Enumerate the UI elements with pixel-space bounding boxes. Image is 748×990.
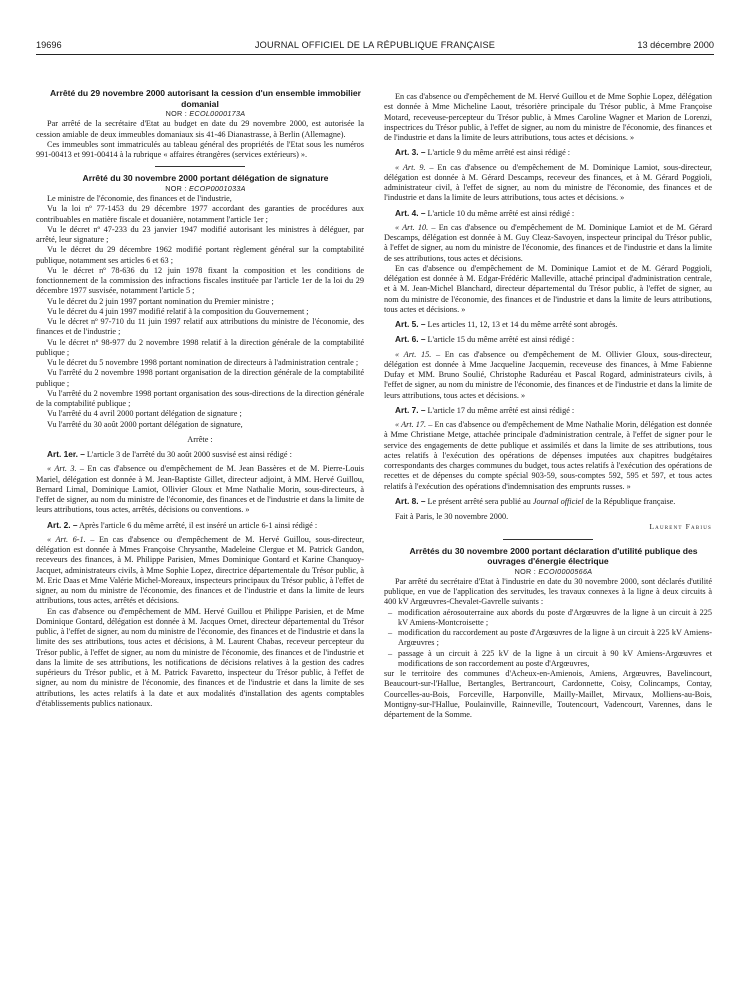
list-item: – passage à un circuit à 225 kV de la ligne à un circuit à 90 kV Amiens-Argœuvres et modifications de son raccordement au poste d'Argœuvres, bbox=[398, 649, 712, 670]
decree-energy bbox=[384, 546, 712, 721]
works-list bbox=[384, 608, 712, 670]
page-number: 19696 bbox=[36, 40, 62, 50]
paragraph: Par arrêté de la secrétaire d'Etat au budget en date du 29 novembre 2000, est autorisée la cession amiable de deux immeubles domaniaux sis 41-46 Dianastrasse, à Berlin (Allemagne). bbox=[36, 119, 364, 139]
paragraph: Ces immeubles sont immatriculés au tableau général des propriétés de l'Etat sous les numéros 991-00413 et 991-00414 à la rubrique « affaires étrangères (services extérieurs) ». bbox=[36, 139, 364, 159]
list-item: – modification du raccordement au poste d'Argœuvres de la ligne à un circuit à 225 kV Amiens-Argœuvres ; bbox=[398, 628, 712, 649]
quote-label: « Art. 17. – bbox=[395, 420, 433, 429]
visa: Vu l'arrêté du 4 avril 2000 portant délégation de signature ; bbox=[47, 409, 242, 419]
quote-label: « Art. 6-1. – bbox=[47, 534, 95, 544]
article-label: Art. 5. – bbox=[395, 319, 426, 329]
paragraph: En cas d'absence ou d'empêchement de M. Dominique Lamiot et de M. Gérard Poggioli, délégation est donnée à M. Edgar-Frédéric Malleville, attaché principal d'administration centrale, et à M. Jean-Michel Blanchard, directeur départemental du Trésor public, à l'effet de signer, au nom du ministre de l'économie, des finances et de l'industrie et dans la limite de leurs attributions, tous actes et décisions. » bbox=[384, 263, 712, 314]
article-quote: « Art. 6-1. – En cas d'absence ou d'empêchement de M. Hervé Guillou, sous-directeur, délégation est donnée à Mmes Françoise Chrysanthe, Madeleine Clergue et M. Patrick Gandon, receveurs des finances, à M. Philippe Parisien, Mmes Dominique Gontard et Karine Chanquoy-Jacquet, administrateurs civils, à Mme Sophie Lopez, directrice départementale du Trésor public, à M. Eric Daas et Mme Valérie Michel-Moreaux, inspecteurs principaux du Trésor public, à l'effet de signer, au nom du ministre de l'économie, des finances et de l'industrie et dans la limite de leurs attributions, tous actes, arrêtés et décisions. bbox=[36, 534, 365, 606]
article: Art. 5. – Les articles 11, 12, 13 et 14 du même arrêté sont abrogés. bbox=[395, 319, 618, 329]
paragraph: En cas d'absence ou d'empêchement de MM. Hervé Guillou et Philippe Parisien, et de Mme Dominique Gontard, délégation est donnée à M. Jacques Ornet, directeur départemental du Trésor public, à l'effet de signer, au nom du ministre de l'économie, des finances et de l'industrie et dans la limite des ses attributions, tous actes et décisions, à M. Laurent Chabas, receveur percepteur du Trésor public, à l'effet de signer, au nom du ministre de l'économie, des finances et de l'industrie et dans la limite de ses attributions, les notifications de décisions relatives à la gestion des cadres supérieurs du Trésor public, et à M. Patrick Favaretto, inspecteur du Trésor public, à l'effet de signer, au nom du ministre de l'économie, des finances et de l'industrie et dans la limite de ses attributions, les actes relatifs à la date et aux modalités d'installation des agents comptables d'établissements publics nationaux. bbox=[36, 606, 364, 708]
quote-label: « Art. 3. – bbox=[47, 464, 85, 474]
section-separator bbox=[155, 166, 245, 167]
visa: Vu la loi nº 77-1453 du 29 décembre 1977 accordant des garanties de procédures aux contribuables en matière fiscale et douanière, notamment l'article 1er ; bbox=[36, 204, 364, 224]
list-item: – modification aérosouterraine aux abords du poste d'Argœuvres de la ligne à un circuit à 225 kV Amiens-Montcroisette ; bbox=[398, 608, 712, 629]
visa: Vu le décret nº 47-233 du 23 janvier 1947 modifié autorisant les ministres à déléguer, par arrêté, leur signature ; bbox=[36, 224, 364, 244]
issue-date: 13 décembre 2000 bbox=[637, 40, 714, 50]
visa: Vu l'arrêté du 2 novembre 1998 portant organisation des sous-directions de la direction générale de la comptabilité publique ; bbox=[36, 388, 364, 408]
article-label: Art. 3. – bbox=[395, 147, 426, 158]
article-label: Art. 1er. – bbox=[47, 449, 85, 459]
article-label: Art. 8. – bbox=[395, 495, 426, 506]
signature: Laurent Fabius bbox=[649, 522, 712, 532]
running-header bbox=[36, 40, 714, 55]
nor-line: NOR : ECOI0000566A bbox=[514, 566, 593, 576]
article-label: Art. 7. – bbox=[395, 404, 426, 415]
arrete-heading: Arrête : bbox=[187, 434, 213, 444]
quote-label: « Art. 15. – bbox=[395, 349, 441, 359]
article-quote: « Art. 15. – En cas d'absence ou d'empêchement de M. Ollivier Gloux, sous-directeur, délégation est donnée à Mme Jacqueline Jacquemin, receveuse des finances, à Mme Fabienne Dufay et MM. Bruno Soulié, Christophe Raduréau et Pascal Rogard, administrateurs civils, à l'effet de signer, au nom du ministre de l'économie, des finances et de l'industrie et dans la limite de leurs attributions, tous actes et décisions. » bbox=[384, 349, 712, 400]
article: Art. 4. – L'article 10 du même arrêté est ainsi rédigé : bbox=[395, 207, 575, 218]
paragraph: En cas d'absence ou d'empêchement de M. Hervé Guillou et de Mme Sophie Lopez, délégation est donnée à Mme Micheline Laout, trésorière principale du Trésor public, à Mme Françoise Motard, receveuse-percepteur du Trésor public, à Mmes Caroline Wagner et Marion de Lorenzi, inspectrices du Trésor public, à l'effet de signer, au nom du ministre de l'économie, des finances et de l'industrie et dans la limite de leurs attributions, tous actes et décisions. » bbox=[384, 92, 712, 142]
article: Art. 3. – L'article 9 du même arrêté est ainsi rédigé : bbox=[395, 147, 571, 158]
visa: Vu le décret nº 78-636 du 12 juin 1978 fixant la composition et les conditions de fonctionnement de la commission des infractions fiscales instituée par l'article 1er de la loi du 29 décembre 1977 susvisée, notamment l'article 5 ; bbox=[36, 265, 364, 296]
article-label: Art. 2. – bbox=[47, 519, 78, 530]
left-column bbox=[36, 88, 364, 709]
article: Art. 8. – Le présent arrêté sera publié au Journal officiel de la République française. bbox=[395, 495, 676, 506]
quote-label: « Art. 9. – bbox=[395, 162, 434, 172]
paragraph: sur le territoire des communes d'Acheux-en-Amienois, Amiens, Argœuvres, Bavelincourt, Beaucourt-sur-l'Hallue, Bertangles, Bertrancourt, Cardonnette, Coisy, Colincamps, Contay, Courcelles-au-Bois, Forceville, Harponville, Mailly-Maillet, Mirvaux, Molliens-au-Bois, Montigny-sur-l'Hallue, Poulainville, Rainneville, Toutencourt, Vadencourt, Varennes, dans le département de la Somme. bbox=[384, 669, 712, 719]
visa: Vu le décret du 2 juin 1997 portant nomination du Premier ministre ; bbox=[47, 296, 274, 306]
decree-cession bbox=[36, 88, 364, 160]
done-at: Fait à Paris, le 30 novembre 2000. bbox=[395, 512, 509, 521]
visa: Vu le décret du 5 novembre 1998 portant nomination de directeurs à l'administration centrale ; bbox=[47, 358, 359, 367]
decree-delegation bbox=[36, 173, 364, 709]
decree-title: Arrêtés du 30 novembre 2000 portant déclaration d'utilité publique des ouvrages d'énergie électrique bbox=[409, 545, 698, 566]
visa: Vu le décret nº 97-710 du 11 juin 1997 relatif aux attributions du ministre de l'économie, des finances et de l'industrie ; bbox=[36, 317, 364, 337]
paragraph: Par arrêté du secrétaire d'Etat à l'industrie en date du 30 novembre 2000, sont déclarés d'utilité publique, en vue de l'application des servitudes, les travaux connexes à la ligne à deux circuits à 400 kV Argœuvres-Chevalet-Gavrelle suivants : bbox=[384, 576, 712, 607]
article: Art. 6. – L'article 15 du même arrêté est ainsi rédigé : bbox=[395, 334, 575, 345]
article-label: Art. 4. – bbox=[395, 207, 426, 218]
journal-title: JOURNAL OFFICIEL DE LA RÉPUBLIQUE FRANÇAISE bbox=[254, 40, 496, 50]
article-quote: « Art. 17. – En cas d'absence ou d'empêchement de Mme Nathalie Morin, délégation est donnée à Mme Christiane Metge, attachée principale d'administration centrale, à l'effet de signer pour le service des engagements de dette publique et assimilés et dans la limite de ses attributions, tous actes relatifs à l'exécution des opérations de dépenses imputées aux chapitres budgétaires correspondants des charges communes du budget, tous actes relatifs à l'exécution des opérations de recettes et de dépenses du compte spécial 903-59, sous-comptes 592, 595 et 597, et tous actes relatifs à l'exécution des opérations d'indemnisation des emprunts russes. » bbox=[384, 420, 712, 491]
nor-code: ECOI0000566A bbox=[538, 566, 593, 576]
nor-line: NOR : ECOP0001033A bbox=[165, 183, 246, 193]
section-separator bbox=[503, 539, 593, 540]
nor-code: ECOP0001033A bbox=[189, 183, 246, 193]
visa: Vu le décret du 29 décembre 1962 modifié portant règlement général sur la comptabilité publique, notamment ses articles 6 et 63 ; bbox=[36, 245, 364, 265]
visa: Vu l'arrêté du 30 août 2000 portant délégation de signature, bbox=[47, 419, 243, 429]
journal-name: Journal officiel bbox=[532, 496, 584, 506]
decree-title: Arrêté du 29 novembre 2000 autorisant la cession d'un ensemble immobilier domanial bbox=[49, 88, 362, 109]
article: Art. 7. – L'article 17 du même arrêté est ainsi rédigé : bbox=[395, 404, 575, 415]
article-label: Art. 6. – bbox=[395, 334, 426, 345]
article: Art. 2. – Après l'article 6 du même arrêté, il est inséré un article 6-1 ainsi rédigé : bbox=[47, 519, 318, 530]
right-column bbox=[384, 92, 712, 720]
quote-label: « Art. 10. – bbox=[395, 222, 436, 232]
article-quote: « Art. 10. – En cas d'absence ou d'empêchement de M. Dominique Lamiot et de M. Gérard Descamps, délégation est donnée à M. Guy Cleaz-Savoyen, inspecteur principal du Trésor public, à l'effet de signer, au nom du ministre de l'économie, des finances et de l'industrie et dans la limite de ses attributions, tous actes et décisions. bbox=[384, 222, 712, 263]
decree-title: Arrêté du 30 novembre 2000 portant délégation de signature bbox=[82, 173, 329, 184]
visa: Vu l'arrêté du 2 novembre 1998 portant organisation de la direction générale de la comptabilité publique ; bbox=[36, 368, 364, 388]
article: Art. 1er. – L'article 3 de l'arrêté du 30 août 2000 susvisé est ainsi rédigé : bbox=[47, 449, 292, 459]
article-quote: « Art. 3. – En cas d'absence ou d'empêchement de M. Jean Bassères et de M. Pierre-Louis Mariel, délégation est donnée à M. Jean-Baptiste Gillet, directeur adjoint, à MM. Hervé Guillou, Bernard Limal, Dominique Lamiot, Ollivier Gloux et Mme Nathalie Morin, sous-directeurs, à l'effet de signer, au nom du ministre de l'économie, des finances et de l'industrie et dans la limite de leurs attributions, tous actes, arrêtés, décisions ou conventions. » bbox=[36, 464, 364, 515]
nor-code: ECOL0000173A bbox=[189, 109, 246, 118]
nor-line: NOR : ECOL0000173A bbox=[165, 109, 246, 118]
visa: Vu le décret nº 98-977 du 2 novembre 1998 relatif à la direction générale de la comptabilité publique ; bbox=[36, 337, 364, 357]
article-quote: « Art. 9. – En cas d'absence ou d'empêchement de M. Dominique Lamiot, sous-directeur, délégation est donnée à M. Gérard Descamps, receveur des finances, et à M. Gérard Poggioli, administrateur civil, à l'effet de signer, au nom du ministre de l'économie, des finances et de l'industrie et dans la limite de leurs attributions, tous actes et décisions. » bbox=[384, 162, 712, 203]
visa: Vu le décret du 4 juin 1997 modifié relatif à la composition du Gouvernement ; bbox=[47, 306, 309, 316]
visa: Le ministre de l'économie, des finances et de l'industrie, bbox=[47, 194, 232, 203]
